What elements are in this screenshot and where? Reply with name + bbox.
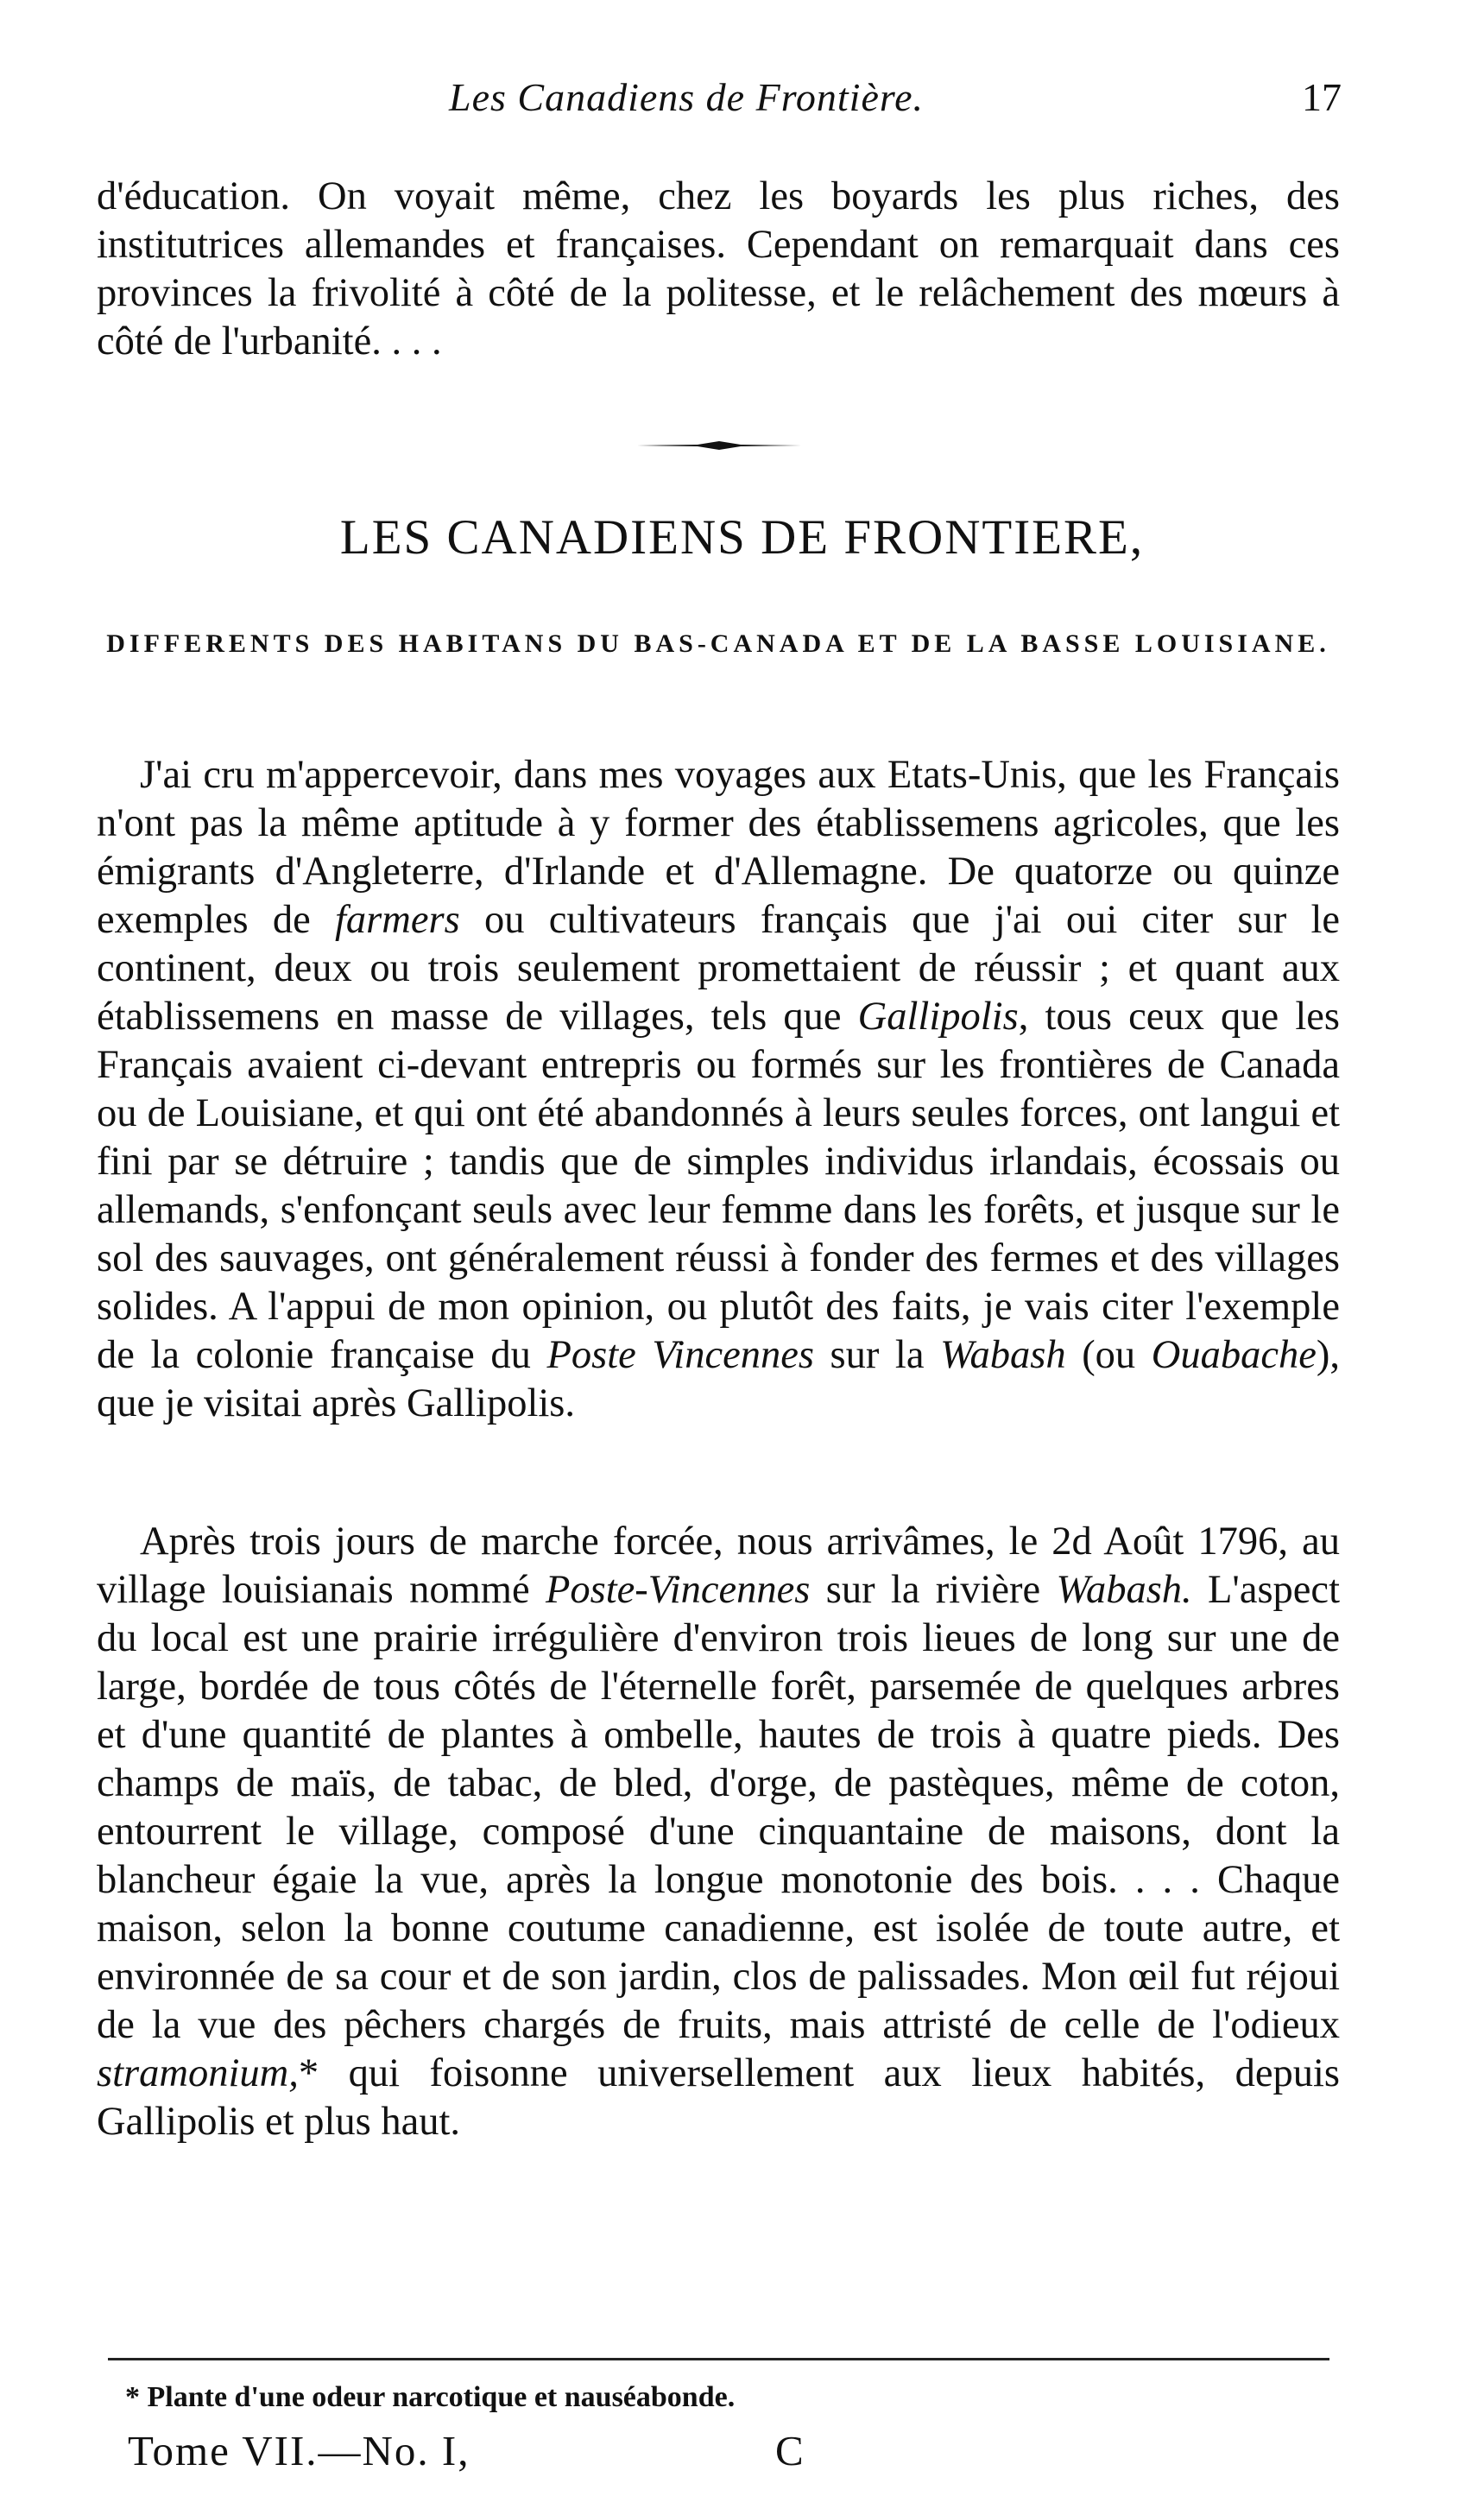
signature-mark: Tome VII.—No. I,: [128, 2427, 470, 2474]
footnote-rule: [108, 2358, 1329, 2360]
italic-term: Wabash.: [1056, 1568, 1192, 1612]
text-span: L'aspect du local est une prairie irrégulière d'environ trois lieues de long sur une de large, bordée de tous côtés de l'éternelle forêt, parsemée de quelques arbres et d'une quantité de plantes à ombelle, hautes de trois à quatre pieds. Des champs de maïs, de tabac, de bled, d'orge, de pastèques, même de coton, entourrent le village, composé d'une cinquantaine de maisons, dont la blancheur égaie la vue, après la longue monotonie des bois. . . . Chaque maison, selon la bonne coutume canadienne, est isolée de toute autre, et environnée de sa cour et de son jardin, clos de palissades. Mon œil fut réjoui de la vue des pêchers chargés de fruits, mais attristé de celle de l'odieux: [97, 1568, 1340, 2047]
text-span: sur la: [813, 1333, 941, 1377]
italic-term: farmers: [335, 898, 460, 942]
italic-term: Ouabache: [1151, 1333, 1317, 1377]
italic-term: Wabash: [940, 1333, 1066, 1377]
text-span: J'ai cru m'appercevoir, dans mes voyages aux Etats-Unis, que les Français n'ont pas la même aptitude à y former des établissemens agricoles, que les émigrants d'Angleterre, d'Irlande et d'Allemagne. De quatorze ou quinze exemples de: [97, 753, 1340, 942]
text-span: ou cultivateurs français que j'ai oui citer sur le continent, deux ou trois seulement promettaient de réussir ; et quant aux établissemens en masse de villages, tels que: [97, 898, 1340, 1039]
page-number: 17: [1302, 75, 1342, 119]
italic-term: Poste-Vincennes: [545, 1568, 811, 1612]
text-span: ), que je visitai après Gallipolis.: [97, 1333, 1340, 1425]
intro-paragraph: d'éducation. On voyait même, chez les boyards les plus riches, des institutrices allemandes et françaises. Cependant on remarquait dans ces provinces la frivolité à côté de la politesse, et le relâchement des mœurs à côté de l'urbanité. . . .: [97, 174, 1340, 363]
running-title: Les Canadiens de Frontière.: [449, 75, 924, 119]
body-paragraph-1: [97, 751, 1340, 1428]
italic-term: Poste Vincennes: [546, 1333, 814, 1377]
signature-letter: C: [775, 2427, 804, 2474]
body-paragraph-2: [97, 1518, 1340, 2146]
text-span: * qui foisonne universellement aux lieux habités, depuis Gallipolis et plus haut.: [97, 2051, 1340, 2144]
section-subtitle: DIFFERENTS DES HABITANS DU BAS-CANADA ET DE LA BASSE LOUISIANE.: [106, 629, 1330, 658]
text-span: (ou: [1065, 1333, 1152, 1377]
ornament-rule: [637, 440, 801, 451]
italic-term: Gallipolis: [857, 995, 1019, 1039]
italic-term: stramonium,: [97, 2051, 299, 2095]
text-span: sur la rivière: [810, 1568, 1057, 1612]
text-span: , tous ceux que les Français avaient ci-devant entrepris ou formés sur les frontières de Canada ou de Louisiane, et qui ont été abandonnés à leurs seules forces, ont langui et fini par se détruire ; tandis que de simples individus irlandais, écossais ou allemands, s'enfonçant seuls avec leur femme dans les forêts, et jusque sur le sol des sauvages, ont généralement réussi à fonder des fermes et des villages solides. A l'appui de mon opinion, ou plutôt des faits, je vais citer l'exemple de la colonie française du: [97, 995, 1340, 1377]
footnote: * Plante d'une odeur narcotique et nauséabonde.: [125, 2381, 736, 2413]
section-title: LES CANADIENS DE FRONTIERE,: [339, 510, 1145, 565]
text-span: Après trois jours de marche forcée, nous arrivâmes, le 2d Août 1796, au village louisianais nommé: [97, 1520, 1340, 1612]
